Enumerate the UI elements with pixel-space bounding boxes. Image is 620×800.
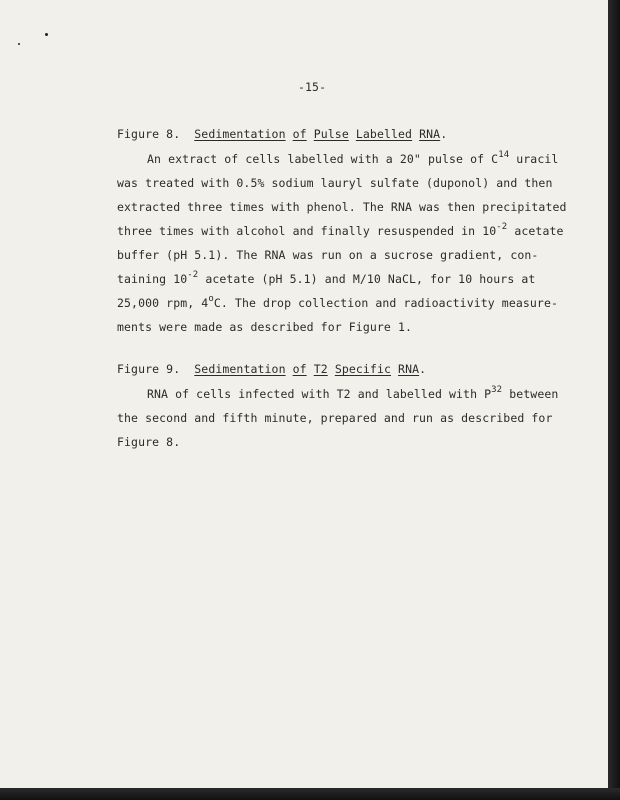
text-run: acetate (pH 5.1) and M/10 NaCL, for 10 hours at xyxy=(198,272,536,286)
figure-8-line-8 xyxy=(117,320,412,334)
figure-9-title-word: T2 xyxy=(313,362,328,376)
text-run: between xyxy=(502,387,559,401)
scan-edge-right xyxy=(608,0,620,800)
text-run: buffer (pH 5.1). The RNA was run on a sucrose gradient, con- xyxy=(117,248,539,262)
superscript: o xyxy=(208,294,214,304)
text-run: three times with alcohol and finally resuspended in 10 xyxy=(117,224,497,238)
figure-8-line-5 xyxy=(117,248,538,262)
scan-edge-bottom xyxy=(0,788,620,800)
figure-8-heading: Figure 8. Sedimentation of Pulse Labelled RNA. xyxy=(117,127,448,141)
figure-8-line-7 xyxy=(117,296,558,310)
figure-9-line-3 xyxy=(117,435,180,449)
figure-9-title-word: Sedimentation xyxy=(194,362,286,376)
page-number: -15- xyxy=(298,80,327,94)
text-run: Figure 8. xyxy=(117,435,181,449)
superscript: 14 xyxy=(498,150,510,160)
figure-8-title-word: Pulse xyxy=(313,127,349,141)
text-run: ments were made as described for Figure 1. xyxy=(117,320,412,334)
ink-speck xyxy=(45,33,48,36)
figure-8-line-1 xyxy=(147,152,558,166)
text-run: the second and fifth minute, prepared and run as described for xyxy=(117,411,553,425)
figure-9-title-word: Specific xyxy=(334,362,392,376)
figure-9-title-word: of xyxy=(292,362,307,376)
figure-9-title-word: RNA xyxy=(398,362,420,376)
text-run: extracted three times with phenol. The RNA was then precipitated xyxy=(117,200,567,214)
figure-8-line-4 xyxy=(117,224,564,238)
superscript: -2 xyxy=(496,222,508,232)
text-run: C. The drop collection and radioactivity measure- xyxy=(213,296,558,310)
text-run: acetate xyxy=(507,224,564,238)
figure-8-line-3 xyxy=(117,200,567,214)
text-run: uracil xyxy=(509,152,559,166)
figure-8-title-word: Sedimentation xyxy=(194,127,286,141)
figure-8-title-word: Labelled xyxy=(355,127,413,141)
figure-9-line-2 xyxy=(117,411,552,425)
figure-9-heading: Figure 9. Sedimentation of T2 Specific RNA. xyxy=(117,362,427,376)
text-run: 25,000 rpm, 4 xyxy=(117,296,209,310)
figure-8-line-2 xyxy=(117,176,552,190)
ink-speck xyxy=(18,43,20,45)
figure-9-line-1 xyxy=(147,387,558,401)
figure-8-title-word: of xyxy=(292,127,307,141)
text-run: was treated with 0.5% sodium lauryl sulfate (duponol) and then xyxy=(117,176,553,190)
text-run: taining 10 xyxy=(117,272,188,286)
figure-8-title-word: RNA xyxy=(419,127,441,141)
superscript: 32 xyxy=(491,385,503,395)
text-run: RNA of cells infected with T2 and labelled with P xyxy=(147,387,492,401)
figure-8-label: Figure 8. xyxy=(117,127,181,141)
figure-9-label: Figure 9. xyxy=(117,362,181,376)
text-run: An extract of cells labelled with a 20" pulse of C xyxy=(147,152,499,166)
superscript: -2 xyxy=(187,270,199,280)
figure-8-line-6 xyxy=(117,272,535,286)
